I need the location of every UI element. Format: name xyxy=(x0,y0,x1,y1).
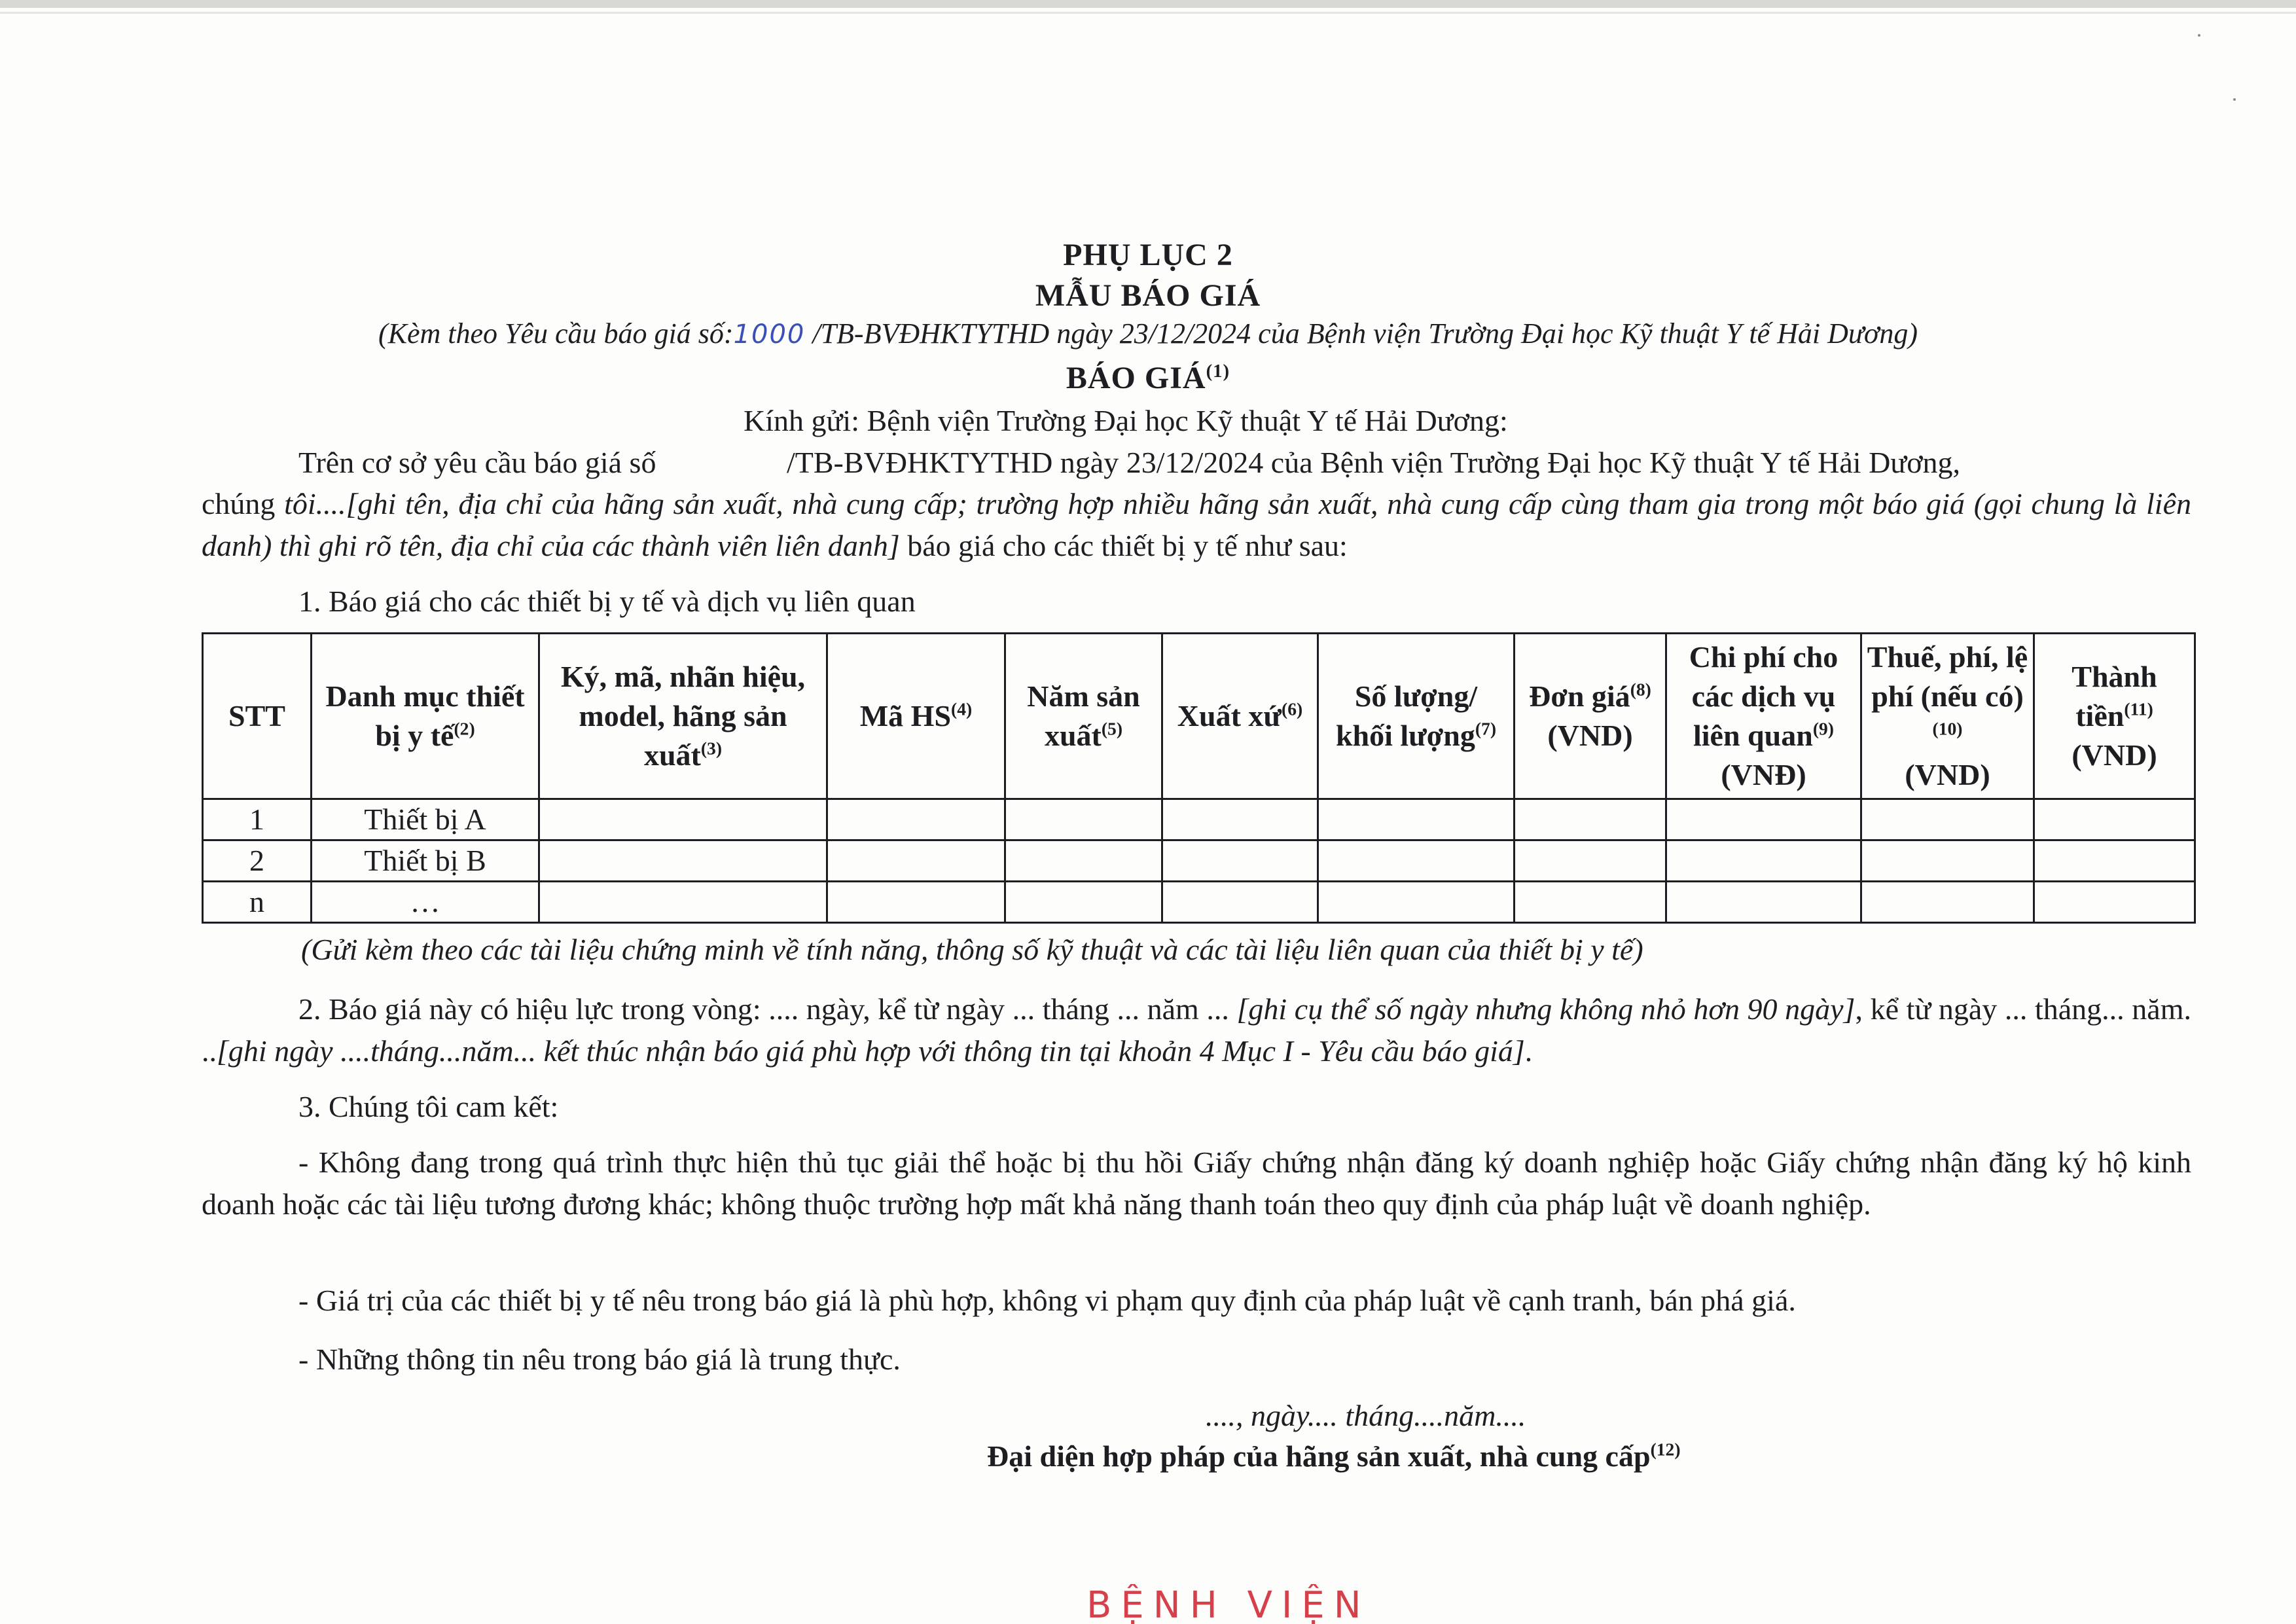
table-footnote: (Gửi kèm theo các tài liệu chứng minh về tính năng, thông số kỹ thuật và các tài liệu liên quan của thiết bị y tế) xyxy=(301,933,1643,966)
col-header-unit-price: Đơn giá$^{(8)}$ (VND) xyxy=(1515,634,1666,799)
signature-title-text: Đại diện hợp pháp của hãng sản xuất, nhà cung cấp xyxy=(987,1439,1651,1473)
cell-empty xyxy=(1666,882,1861,923)
cell-empty xyxy=(539,882,827,923)
signature-title-note: (12) xyxy=(1650,1439,1681,1460)
stamp-text: BỆNH VIỆN xyxy=(1086,1584,1371,1624)
cell-empty xyxy=(1861,840,2034,882)
col-header-quantity: Số lượng/ khối lượng$^{(7)}$ xyxy=(1318,634,1515,799)
col-header-manufacture-year: Năm sản xuất$^{(5)}$ xyxy=(1005,634,1162,799)
section2-paragraph xyxy=(202,988,2191,1072)
table-header-row xyxy=(203,634,2195,799)
table-row xyxy=(203,799,2195,840)
appendix-title: PHỤ LỤC 2 xyxy=(1063,238,1233,272)
table-row xyxy=(203,882,2195,923)
cell-empty xyxy=(1861,882,2034,923)
col-header-tax-fees: Thuế, phí, lệ phí (nếu có)$^{(10)}$ (VND) xyxy=(1861,634,2034,799)
handwritten-request-number: 1000 xyxy=(733,319,806,350)
cell-empty xyxy=(1666,799,1861,840)
section2-text-mid: , kể từ ngày ... tháng... năm. .. xyxy=(202,992,2191,1068)
cell-empty xyxy=(1005,882,1162,923)
intro-start: Trên cơ sở yêu cầu báo giá số xyxy=(298,446,656,479)
cell-item: Thiết bị B xyxy=(312,840,539,882)
cell-empty xyxy=(1515,840,1666,882)
cell-empty xyxy=(1162,882,1318,923)
commitment-3: - Những thông tin nêu trong báo giá là trung thực. xyxy=(298,1343,901,1376)
cell-empty xyxy=(2034,799,2195,840)
intro-we: chúng xyxy=(202,487,276,520)
cell-empty xyxy=(1861,799,2034,840)
cell-empty xyxy=(1318,840,1515,882)
intro-reference: /TB-BVĐHKTYTHD ngày 23/12/2024 của Bệnh viện Trường Đại học Kỹ thuật Y tế Hải Dương, xyxy=(787,446,1961,479)
section2-text-end: . xyxy=(1524,1034,1533,1068)
cell-empty xyxy=(827,840,1005,882)
cell-item: Thiết bị A xyxy=(312,799,539,840)
cell-empty xyxy=(1515,882,1666,923)
intro-end: báo giá cho các thiết bị y tế như sau: xyxy=(899,529,1348,562)
cell-empty xyxy=(1515,799,1666,840)
col-header-total: Thành tiền$^{(11)}$ (VND) xyxy=(2034,634,2195,799)
red-stamp-fragment xyxy=(1086,1584,1374,1624)
cell-empty xyxy=(1162,840,1318,882)
table-row xyxy=(203,840,2195,882)
signature-title xyxy=(987,1439,1681,1473)
quote-title-note: (1) xyxy=(1206,361,1230,382)
cell-empty xyxy=(827,882,1005,923)
cell-empty xyxy=(539,799,827,840)
attached-reference xyxy=(0,317,2296,350)
cell-stt: 2 xyxy=(203,840,312,882)
cell-empty xyxy=(1162,799,1318,840)
scan-edge-line xyxy=(0,12,2296,14)
intro-italic-instruction: tôi....[ghi tên, địa chỉ của hãng sản xuất, nhà cung cấp; trường hợp nhiều hãng sản xuất, nhà cung cấp cùng tham gia trong một báo giá (gọi chung là liên danh) thì ghi rõ tên, địa chỉ của các thành viên liên danh] xyxy=(202,487,2191,562)
scan-edge-top xyxy=(0,0,2296,8)
cell-empty xyxy=(1318,799,1515,840)
cell-empty xyxy=(827,799,1005,840)
cell-empty xyxy=(1005,799,1162,840)
attached-suffix: /TB-BVĐHKTYTHD ngày 23/12/2024 của Bệnh viện Trường Đại học Kỹ thuật Y tế Hải Dương) xyxy=(805,317,1918,350)
form-title: MẪU BÁO GIÁ xyxy=(1035,278,1261,313)
scan-speck xyxy=(2233,98,2236,101)
section1-heading: 1. Báo giá cho các thiết bị y tế và dịch vụ liên quan xyxy=(298,585,916,618)
col-header-device-category: Danh mục thiết bị y tế$^{(2)}$ xyxy=(312,634,539,799)
cell-empty xyxy=(539,840,827,882)
addressee: Kính gửi: Bệnh viện Trường Đại học Kỹ thuật Y tế Hải Dương: xyxy=(744,404,1508,437)
cell-empty xyxy=(2034,882,2195,923)
intro-paragraph xyxy=(202,483,2191,567)
col-header-stt: STT xyxy=(203,634,312,799)
cell-empty xyxy=(2034,840,2195,882)
cell-empty xyxy=(1666,840,1861,882)
cell-empty xyxy=(1318,882,1515,923)
quote-title-text: BÁO GIÁ xyxy=(1066,361,1206,395)
section3-heading: 3. Chúng tôi cam kết: xyxy=(298,1090,559,1123)
signature-date-line: ...., ngày.... tháng....năm.... xyxy=(1206,1399,1526,1432)
col-header-origin: Xuất xứ$^{(6)}$ xyxy=(1162,634,1318,799)
cell-empty xyxy=(1005,840,1162,882)
quote-table xyxy=(202,632,2196,924)
col-header-brand-model: Ký, mã, nhãn hiệu, model, hãng sản xuất$^{(3)}$ xyxy=(539,634,827,799)
col-header-service-cost: Chi phí cho các dịch vụ liên quan$^{(9)}$ (VNĐ) xyxy=(1666,634,1861,799)
quote-title xyxy=(0,360,2296,396)
col-header-hs-code: Mã HS$^{(4)}$ xyxy=(827,634,1005,799)
section2-text-start: 2. Báo giá này có hiệu lực trong vòng: .... ngày, kể từ ngày ... tháng ... năm ... xyxy=(298,992,1229,1026)
section2-italic-1: [ghi cụ thể số ngày nhưng không nhỏ hơn 90 ngày] xyxy=(1229,992,1856,1026)
section2-italic-2: [ghi ngày ....tháng...năm... kết thúc nhận báo giá phù hợp với thông tin tại khoản 4 Mục I - Yêu cầu báo giá] xyxy=(217,1034,1525,1068)
commitment-1: - Không đang trong quá trình thực hiện thủ tục giải thể hoặc bị thu hồi Giấy chứng nhận đăng ký doanh nghiệp hoặc Giấy chứng nhận đăng ký hộ kinh doanh hoặc các tài liệu tương đương khác; không thuộc trường hợp mất khả năng thanh toán theo quy định của pháp luật về doanh nghiệp. xyxy=(202,1146,2191,1221)
cell-stt: 1 xyxy=(203,799,312,840)
cell-item: … xyxy=(312,882,539,923)
cell-stt: n xyxy=(203,882,312,923)
scan-speck xyxy=(2198,34,2200,37)
attached-prefix: (Kèm theo Yêu cầu báo giá số: xyxy=(378,317,734,350)
commitment-2: - Giá trị của các thiết bị y tế nêu trong báo giá là phù hợp, không vi phạm quy định của pháp luật về cạnh tranh, bán phá giá. xyxy=(298,1284,1796,1317)
